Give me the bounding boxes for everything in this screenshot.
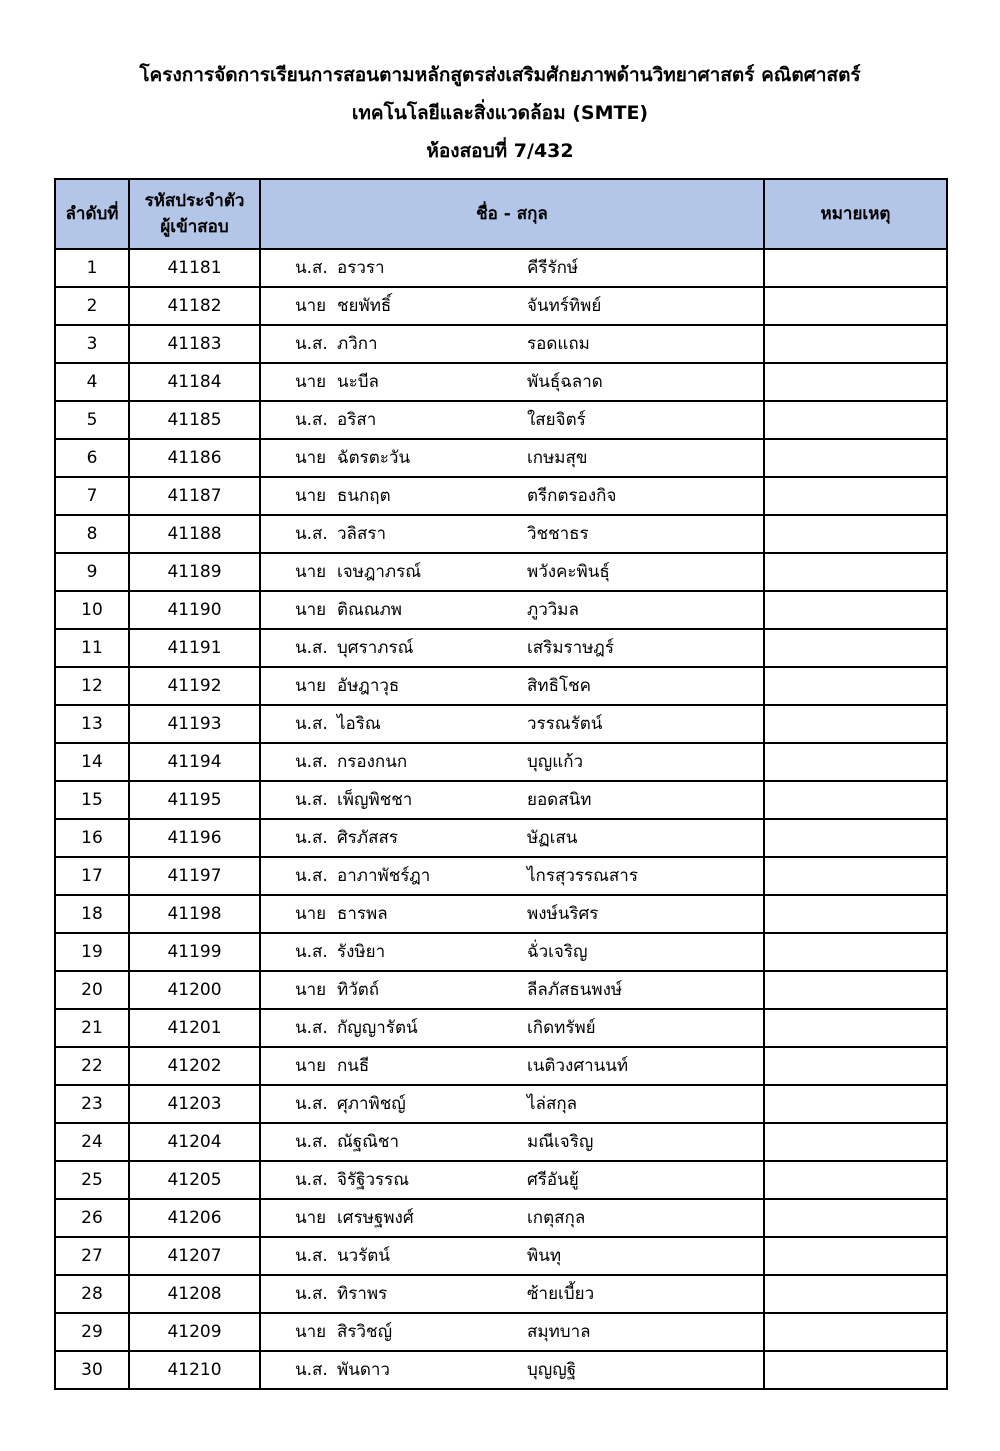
row-number: 5 — [55, 401, 129, 439]
header-code-line1: รหัสประจำตัว — [144, 191, 245, 211]
name-prefix: น.ส. — [295, 1246, 328, 1266]
candidate-name — [260, 1085, 764, 1123]
row-number: 2 — [55, 287, 129, 325]
candidate-code: 41186 — [129, 439, 260, 477]
first-name: อาภาพัชร์ฎา — [337, 866, 431, 886]
candidate-code: 41201 — [129, 1009, 260, 1047]
remark-cell — [764, 1275, 947, 1313]
name-prefix: น.ส. — [295, 258, 328, 278]
header-code-line2: ผู้เข้าสอบ — [160, 217, 229, 237]
candidate-code: 41206 — [129, 1199, 260, 1237]
name-prefix: นาย — [295, 562, 327, 582]
name-prefix: น.ส. — [295, 752, 328, 772]
first-name: กนธี — [337, 1056, 370, 1076]
table-row — [55, 1161, 947, 1199]
row-number: 16 — [55, 819, 129, 857]
row-number: 17 — [55, 857, 129, 895]
first-name: นวรัตน์ — [337, 1246, 390, 1266]
candidate-name — [260, 1275, 764, 1313]
last-name: ลีลภัสธนพงษ์ — [527, 980, 623, 1000]
last-name: รอดแถม — [527, 334, 590, 354]
last-name: ยอดสนิท — [527, 790, 592, 810]
first-name: นะบีล — [337, 372, 379, 392]
first-name: พันดาว — [337, 1360, 390, 1380]
remark-cell — [764, 1009, 947, 1047]
last-name: จันทร์ทิพย์ — [527, 296, 602, 316]
name-prefix: น.ส. — [295, 1132, 328, 1152]
candidate-code: 41184 — [129, 363, 260, 401]
last-name: คีรีรักษ์ — [527, 258, 579, 278]
remark-cell — [764, 591, 947, 629]
candidate-code: 41190 — [129, 591, 260, 629]
header-remark: หมายเหตุ — [764, 179, 947, 249]
remark-cell — [764, 1237, 947, 1275]
candidate-name — [260, 1009, 764, 1047]
last-name: เกตุสกุล — [527, 1208, 586, 1228]
remark-cell — [764, 933, 947, 971]
candidate-code: 41181 — [129, 249, 260, 287]
table-row — [55, 857, 947, 895]
header-no: ลำดับที่ — [55, 179, 129, 249]
last-name: วิชชาธร — [527, 524, 589, 544]
candidate-name — [260, 1047, 764, 1085]
candidate-name — [260, 1313, 764, 1351]
remark-cell — [764, 515, 947, 553]
table-row — [55, 1275, 947, 1313]
last-name: ฉั่วเจริญ — [527, 942, 588, 962]
candidate-name — [260, 1351, 764, 1389]
name-prefix: นาย — [295, 486, 327, 506]
last-name: พงษ์นริศร — [527, 904, 599, 924]
row-number: 8 — [55, 515, 129, 553]
candidate-name — [260, 781, 764, 819]
header-name: ชื่อ - สกุล — [260, 179, 764, 249]
remark-cell — [764, 781, 947, 819]
name-prefix: นาย — [295, 676, 327, 696]
candidate-name — [260, 401, 764, 439]
name-prefix: นาย — [295, 372, 327, 392]
name-prefix: น.ส. — [295, 1284, 328, 1304]
first-name: วลิสรา — [337, 524, 387, 544]
first-name: อริสา — [337, 410, 377, 430]
candidate-name — [260, 1199, 764, 1237]
name-prefix: นาย — [295, 1322, 327, 1342]
first-name: ติณณภพ — [337, 600, 402, 620]
last-name: ภูววิมล — [527, 600, 579, 620]
row-number: 1 — [55, 249, 129, 287]
table-row — [55, 249, 947, 287]
name-prefix: นาย — [295, 448, 327, 468]
row-number: 11 — [55, 629, 129, 667]
candidate-code: 41185 — [129, 401, 260, 439]
row-number: 15 — [55, 781, 129, 819]
candidate-code: 41192 — [129, 667, 260, 705]
candidate-code: 41209 — [129, 1313, 260, 1351]
table-row — [55, 743, 947, 781]
roster-body — [55, 249, 947, 1389]
table-row — [55, 1199, 947, 1237]
remark-cell — [764, 1313, 947, 1351]
header-code — [129, 179, 260, 249]
row-number: 21 — [55, 1009, 129, 1047]
name-prefix: น.ส. — [295, 714, 328, 734]
name-prefix: น.ส. — [295, 1170, 328, 1190]
last-name: พันธุ์ฉลาด — [527, 372, 603, 392]
first-name: ศิรภัสสร — [337, 828, 399, 848]
remark-cell — [764, 1351, 947, 1389]
first-name: กรองกนก — [337, 752, 408, 772]
remark-cell — [764, 705, 947, 743]
name-prefix: นาย — [295, 1056, 327, 1076]
name-prefix: นาย — [295, 1208, 327, 1228]
name-prefix: น.ส. — [295, 524, 328, 544]
candidate-code: 41193 — [129, 705, 260, 743]
remark-cell — [764, 667, 947, 705]
last-name: สมุทบาล — [527, 1322, 591, 1342]
table-row — [55, 515, 947, 553]
title-line-2: เทคโนโลยีและสิ่งแวดล้อม (SMTE) — [351, 102, 649, 124]
table-row — [55, 1009, 947, 1047]
table-row — [55, 667, 947, 705]
table-row — [55, 895, 947, 933]
name-prefix: นาย — [295, 904, 327, 924]
name-prefix: น.ส. — [295, 942, 328, 962]
row-number: 13 — [55, 705, 129, 743]
row-number: 27 — [55, 1237, 129, 1275]
table-row — [55, 439, 947, 477]
table-row — [55, 1085, 947, 1123]
remark-cell — [764, 857, 947, 895]
last-name: พวังคะพินธุ์ — [527, 562, 610, 582]
table-row — [55, 1313, 947, 1351]
row-number: 30 — [55, 1351, 129, 1389]
remark-cell — [764, 249, 947, 287]
row-number: 9 — [55, 553, 129, 591]
candidate-name — [260, 477, 764, 515]
name-prefix: นาย — [295, 296, 327, 316]
last-name: เกษมสุข — [527, 448, 588, 468]
candidate-name — [260, 971, 764, 1009]
first-name: ชยพัทธิ์ — [337, 296, 392, 316]
first-name: สิรวิชญ์ — [337, 1322, 393, 1342]
name-prefix: น.ส. — [295, 790, 328, 810]
table-row — [55, 477, 947, 515]
first-name: ทิวัตถ์ — [337, 980, 380, 1000]
row-number: 23 — [55, 1085, 129, 1123]
candidate-code: 41182 — [129, 287, 260, 325]
last-name: ตรีกตรองกิจ — [527, 486, 617, 506]
candidate-code: 41183 — [129, 325, 260, 363]
last-name: ไกรสุวรรณสาร — [527, 866, 638, 886]
name-prefix: น.ส. — [295, 828, 328, 848]
candidate-name — [260, 515, 764, 553]
remark-cell — [764, 439, 947, 477]
table-row — [55, 553, 947, 591]
candidate-code: 41203 — [129, 1085, 260, 1123]
remark-cell — [764, 629, 947, 667]
name-prefix: น.ส. — [295, 866, 328, 886]
candidate-name — [260, 249, 764, 287]
remark-cell — [764, 819, 947, 857]
table-row — [55, 629, 947, 667]
first-name: รังษิยา — [337, 942, 386, 962]
remark-cell — [764, 971, 947, 1009]
candidate-name — [260, 287, 764, 325]
first-name: ภวิกา — [337, 334, 378, 354]
row-number: 10 — [55, 591, 129, 629]
table-row — [55, 933, 947, 971]
remark-cell — [764, 401, 947, 439]
candidate-code: 41204 — [129, 1123, 260, 1161]
remark-cell — [764, 553, 947, 591]
name-prefix: น.ส. — [295, 1360, 328, 1380]
last-name: ซ้ายเบี้ยว — [527, 1284, 595, 1304]
name-prefix: นาย — [295, 600, 327, 620]
table-row — [55, 287, 947, 325]
first-name: ฉัตรตะวัน — [337, 448, 411, 468]
last-name: เสริมราษฎร์ — [527, 638, 614, 658]
last-name: ไล่สกุล — [527, 1094, 578, 1114]
remark-cell — [764, 477, 947, 515]
candidate-code: 41205 — [129, 1161, 260, 1199]
row-number: 18 — [55, 895, 129, 933]
remark-cell — [764, 363, 947, 401]
table-row — [55, 1351, 947, 1389]
table-row — [55, 325, 947, 363]
row-number: 20 — [55, 971, 129, 1009]
last-name: เนติวงศานนท์ — [527, 1056, 629, 1076]
last-name: สิทธิโชค — [527, 676, 591, 696]
candidate-name — [260, 325, 764, 363]
first-name: ณัฐณิชา — [337, 1132, 400, 1152]
candidate-code: 41187 — [129, 477, 260, 515]
candidate-code: 41197 — [129, 857, 260, 895]
candidate-code: 41191 — [129, 629, 260, 667]
name-prefix: น.ส. — [295, 1094, 328, 1114]
candidate-name — [260, 743, 764, 781]
first-name: เศรษฐพงศ์ — [337, 1208, 414, 1228]
last-name: ษัฏเสน — [527, 828, 578, 848]
candidate-name — [260, 1237, 764, 1275]
candidate-code: 41207 — [129, 1237, 260, 1275]
candidate-code: 41196 — [129, 819, 260, 857]
candidate-name — [260, 705, 764, 743]
first-name: ทิราพร — [337, 1284, 388, 1304]
remark-cell — [764, 287, 947, 325]
first-name: เจษฎาภรณ์ — [337, 562, 422, 582]
first-name: ธนกฤต — [337, 486, 391, 506]
last-name: ศรีอันยู้ — [527, 1170, 579, 1190]
candidate-code: 41194 — [129, 743, 260, 781]
last-name: บุญแก้ว — [527, 752, 584, 772]
row-number: 14 — [55, 743, 129, 781]
remark-cell — [764, 1199, 947, 1237]
first-name: ศุภาพิชญ์ — [337, 1094, 406, 1114]
table-row — [55, 1047, 947, 1085]
candidate-code: 41198 — [129, 895, 260, 933]
candidate-code: 41189 — [129, 553, 260, 591]
row-number: 26 — [55, 1199, 129, 1237]
row-number: 12 — [55, 667, 129, 705]
candidate-name — [260, 1123, 764, 1161]
title-line-1: โครงการจัดการเรียนการสอนตามหลักสูตรส่งเสริมศักยภาพด้านวิทยาศาสตร์ คณิตศาสตร์ — [139, 64, 861, 86]
row-number: 19 — [55, 933, 129, 971]
row-number: 25 — [55, 1161, 129, 1199]
first-name: จิรัฐิวรรณ — [337, 1170, 410, 1190]
candidate-name — [260, 363, 764, 401]
candidate-name — [260, 857, 764, 895]
candidate-name — [260, 591, 764, 629]
row-number: 4 — [55, 363, 129, 401]
last-name: บุญญฐิ — [527, 1360, 577, 1380]
first-name: กัญญารัตน์ — [337, 1018, 418, 1038]
candidate-code: 41188 — [129, 515, 260, 553]
last-name: วรรณรัตน์ — [527, 714, 603, 734]
row-number: 7 — [55, 477, 129, 515]
candidate-name — [260, 933, 764, 971]
remark-cell — [764, 895, 947, 933]
table-row — [55, 705, 947, 743]
table-row — [55, 1123, 947, 1161]
remark-cell — [764, 1161, 947, 1199]
candidate-code: 41210 — [129, 1351, 260, 1389]
first-name: ธารพล — [337, 904, 388, 924]
remark-cell — [764, 1123, 947, 1161]
name-prefix: น.ส. — [295, 410, 328, 430]
last-name: ใสยจิตร์ — [527, 410, 586, 430]
last-name: เกิดทรัพย์ — [527, 1018, 596, 1038]
row-number: 22 — [55, 1047, 129, 1085]
first-name: อัษฎาวุธ — [337, 676, 400, 696]
row-number: 29 — [55, 1313, 129, 1351]
table-row — [55, 1237, 947, 1275]
row-number: 3 — [55, 325, 129, 363]
first-name: อรวรา — [337, 258, 385, 278]
candidate-code: 41202 — [129, 1047, 260, 1085]
table-header-row — [55, 179, 947, 249]
exam-room-title: ห้องสอบที่ 7/432 — [426, 140, 574, 162]
first-name: ไอริณ — [337, 714, 381, 734]
table-row — [55, 401, 947, 439]
remark-cell — [764, 325, 947, 363]
last-name: มณีเจริญ — [527, 1132, 594, 1152]
candidate-name — [260, 629, 764, 667]
candidate-name — [260, 667, 764, 705]
first-name: บุศราภรณ์ — [337, 638, 414, 658]
table-row — [55, 591, 947, 629]
name-prefix: นาย — [295, 980, 327, 1000]
candidate-code: 41199 — [129, 933, 260, 971]
name-prefix: น.ส. — [295, 334, 328, 354]
candidate-code: 41200 — [129, 971, 260, 1009]
table-row — [55, 971, 947, 1009]
first-name: เพ็ญพิชชา — [337, 790, 413, 810]
table-row — [55, 781, 947, 819]
name-prefix: น.ส. — [295, 1018, 328, 1038]
row-number: 6 — [55, 439, 129, 477]
remark-cell — [764, 1047, 947, 1085]
last-name: พินทุ — [527, 1246, 562, 1266]
exam-roster-table — [54, 178, 948, 1390]
table-row — [55, 819, 947, 857]
row-number: 28 — [55, 1275, 129, 1313]
table-row — [55, 363, 947, 401]
candidate-name — [260, 553, 764, 591]
name-prefix: น.ส. — [295, 638, 328, 658]
row-number: 24 — [55, 1123, 129, 1161]
candidate-code: 41195 — [129, 781, 260, 819]
candidate-name — [260, 895, 764, 933]
candidate-code: 41208 — [129, 1275, 260, 1313]
candidate-name — [260, 1161, 764, 1199]
candidate-name — [260, 439, 764, 477]
candidate-name — [260, 819, 764, 857]
remark-cell — [764, 743, 947, 781]
remark-cell — [764, 1085, 947, 1123]
document-header — [0, 56, 1000, 170]
